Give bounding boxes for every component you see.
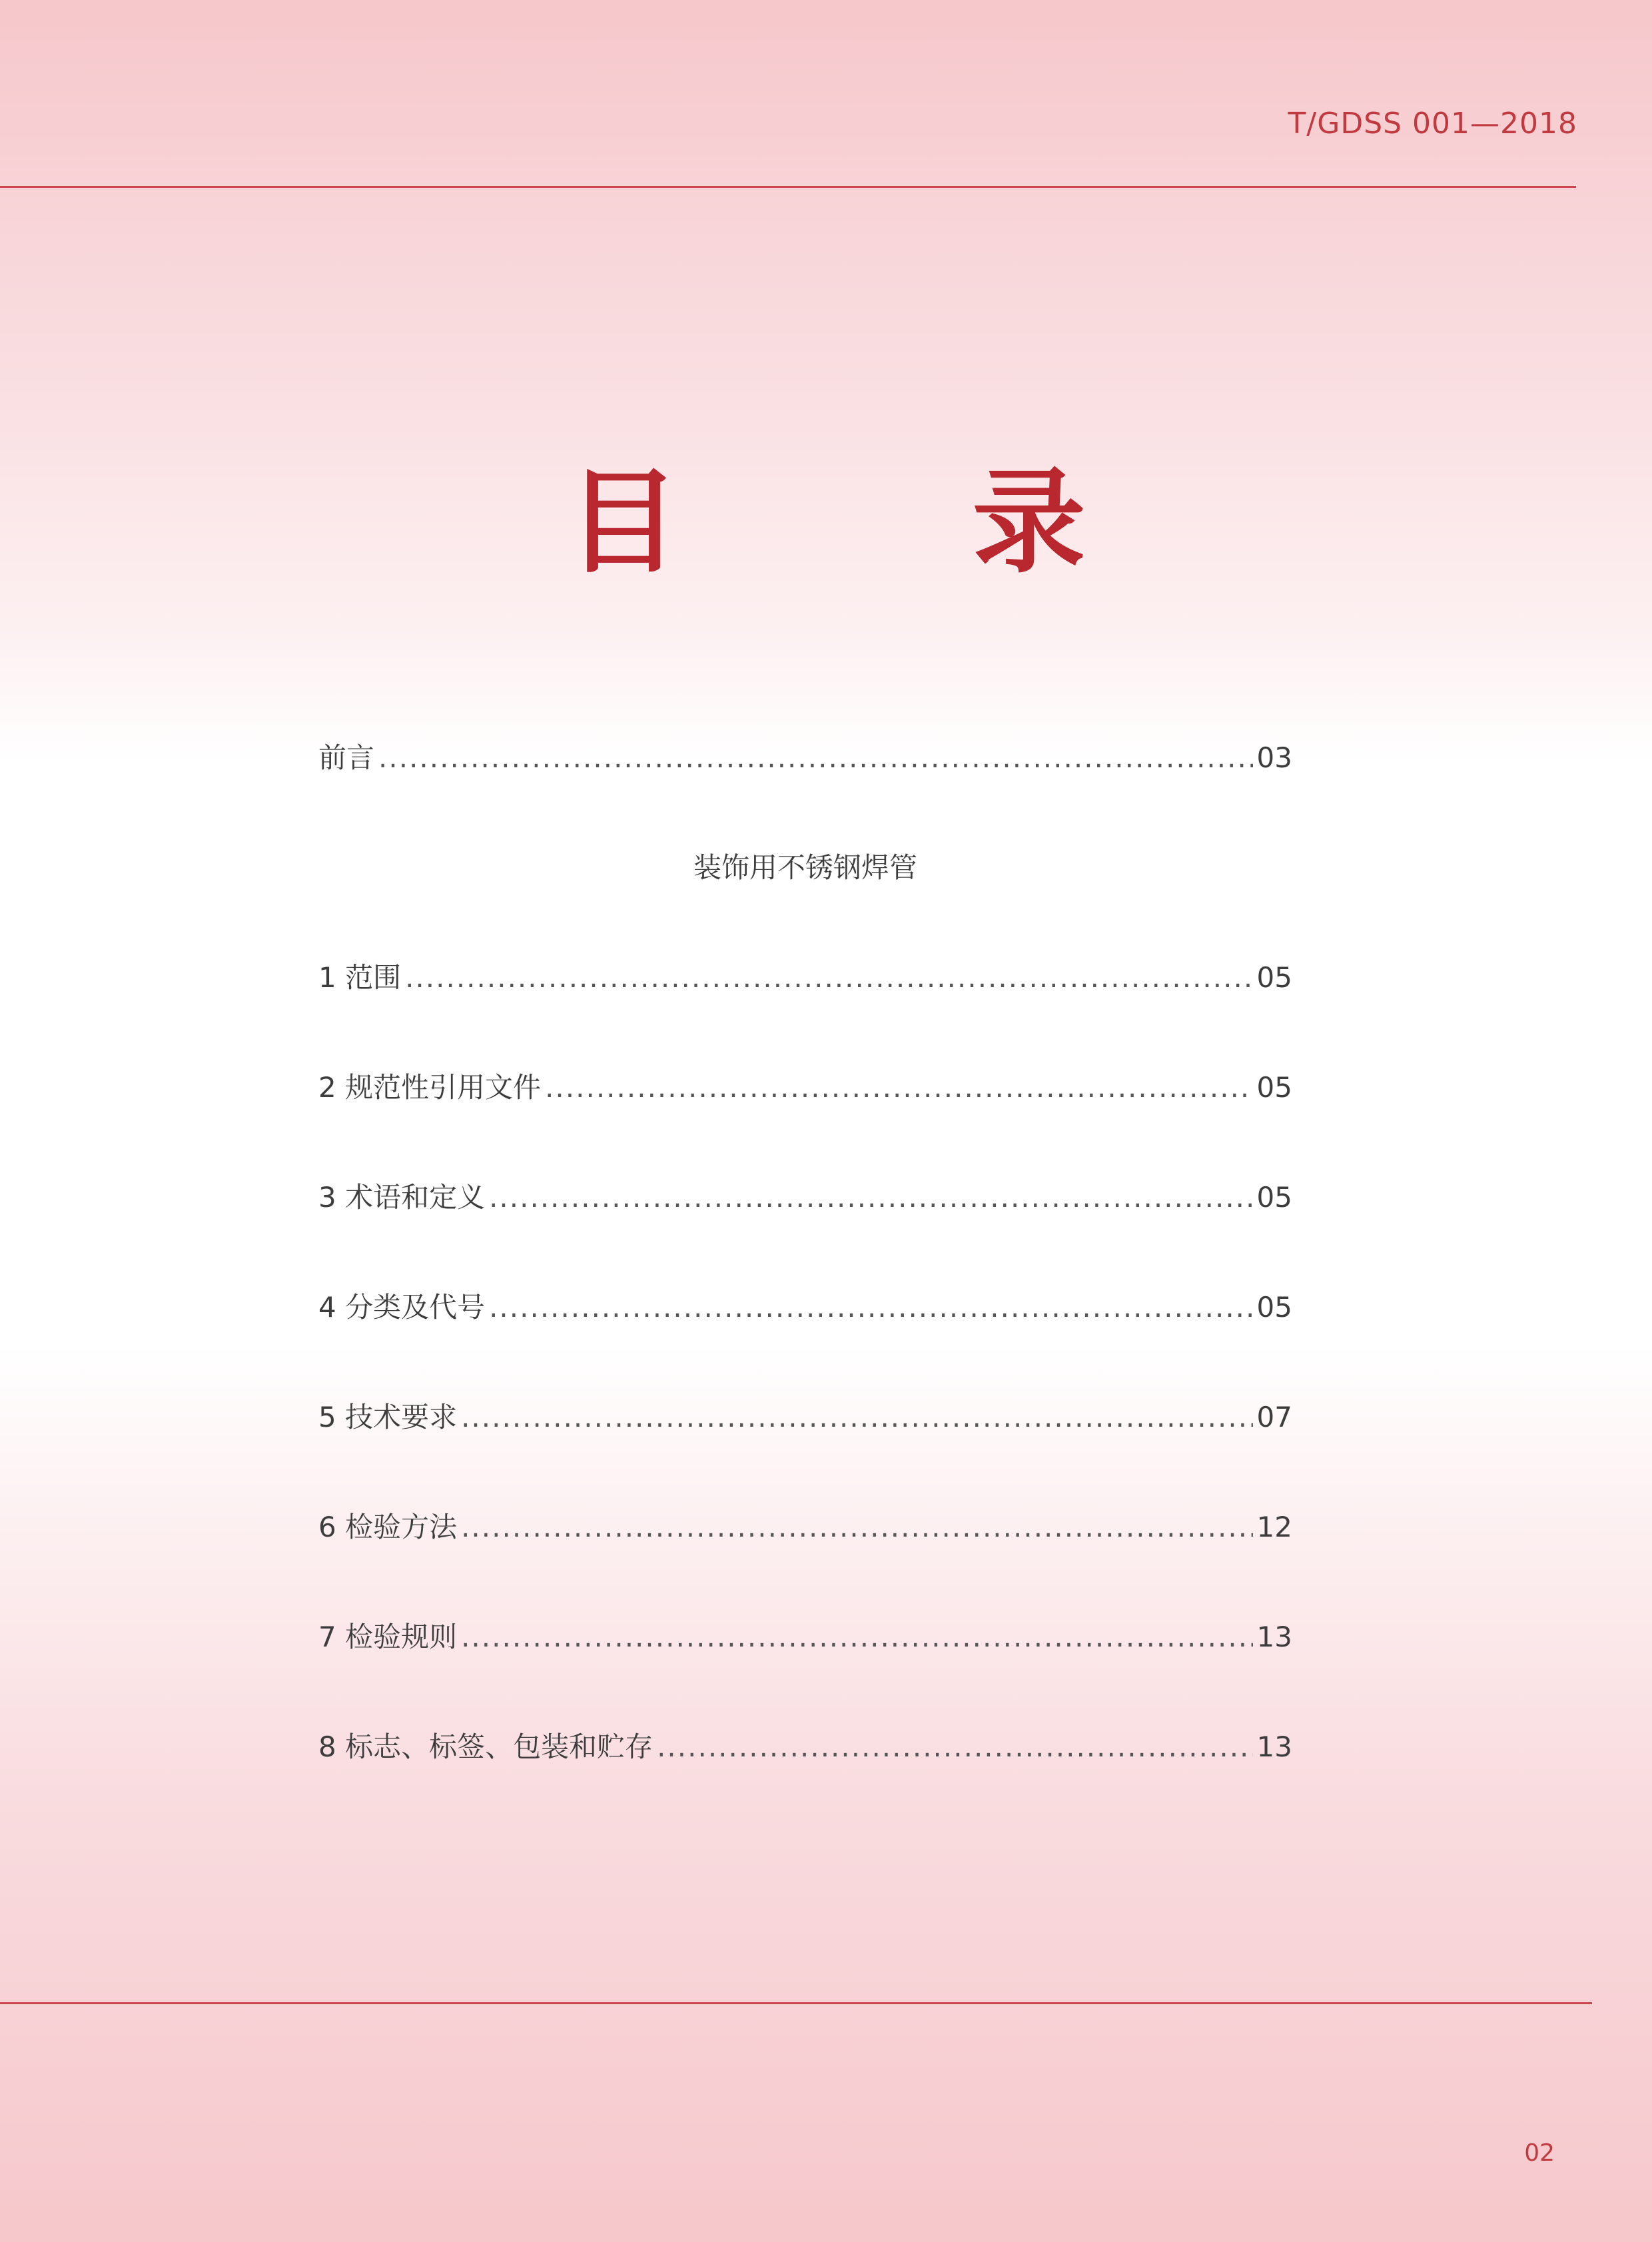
toc-entry-label: 5 技术要求: [318, 1401, 458, 1433]
toc-entry-label: 3 术语和定义: [318, 1181, 486, 1214]
toc-entry-page: 07: [1256, 1401, 1292, 1433]
toc-entry[interactable]: [318, 1725, 1292, 1835]
footer-divider: [0, 2002, 1592, 2004]
toc-entry-page: 13: [1256, 1621, 1292, 1653]
toc-entry-label: 4 分类及代号: [318, 1291, 486, 1323]
toc-entry[interactable]: [318, 1505, 1292, 1615]
toc-entry-page: 12: [1256, 1511, 1292, 1543]
toc-entry-page: 05: [1256, 1291, 1292, 1323]
toc-entry[interactable]: [318, 1395, 1292, 1505]
toc-entry[interactable]: [318, 956, 1292, 1066]
dot-leader: [545, 1071, 1252, 1104]
standard-code: T/GDSS 001—2018: [1288, 107, 1577, 141]
page-number: 02: [1524, 2139, 1555, 2167]
toc-entry-page: 05: [1256, 1071, 1292, 1104]
toc-entry-page: 13: [1256, 1730, 1292, 1763]
toc-entry-label: 前言: [318, 741, 375, 774]
toc-entry-label: 7 检验规则: [318, 1621, 458, 1653]
toc-entry[interactable]: [318, 1066, 1292, 1176]
toc-entry-preface[interactable]: [318, 736, 1292, 846]
toc-entry-page: 03: [1256, 741, 1292, 774]
dot-leader: [489, 1181, 1252, 1214]
dot-leader: [461, 1401, 1252, 1433]
table-of-contents: [318, 736, 1292, 1835]
dot-leader: [378, 741, 1253, 774]
dot-leader: [461, 1511, 1252, 1543]
dot-leader: [657, 1730, 1252, 1763]
toc-section-title: 装饰用不锈钢焊管: [693, 851, 917, 884]
header-divider: [0, 186, 1576, 188]
toc-entry-label: 2 规范性引用文件: [318, 1071, 542, 1104]
toc-entry-label: 6 检验方法: [318, 1511, 458, 1543]
dot-leader: [489, 1291, 1252, 1323]
toc-entry[interactable]: [318, 1615, 1292, 1725]
toc-entry[interactable]: [318, 1286, 1292, 1395]
toc-entry-label: 1 范围: [318, 961, 402, 994]
toc-title: 目 录: [566, 457, 1212, 589]
dot-leader: [461, 1621, 1252, 1653]
toc-entry-label: 8 标志、标签、包装和贮存: [318, 1730, 653, 1763]
dot-leader: [405, 961, 1252, 994]
toc-entry-page: 05: [1256, 961, 1292, 994]
toc-entry-page: 05: [1256, 1181, 1292, 1214]
toc-entry[interactable]: [318, 1176, 1292, 1286]
